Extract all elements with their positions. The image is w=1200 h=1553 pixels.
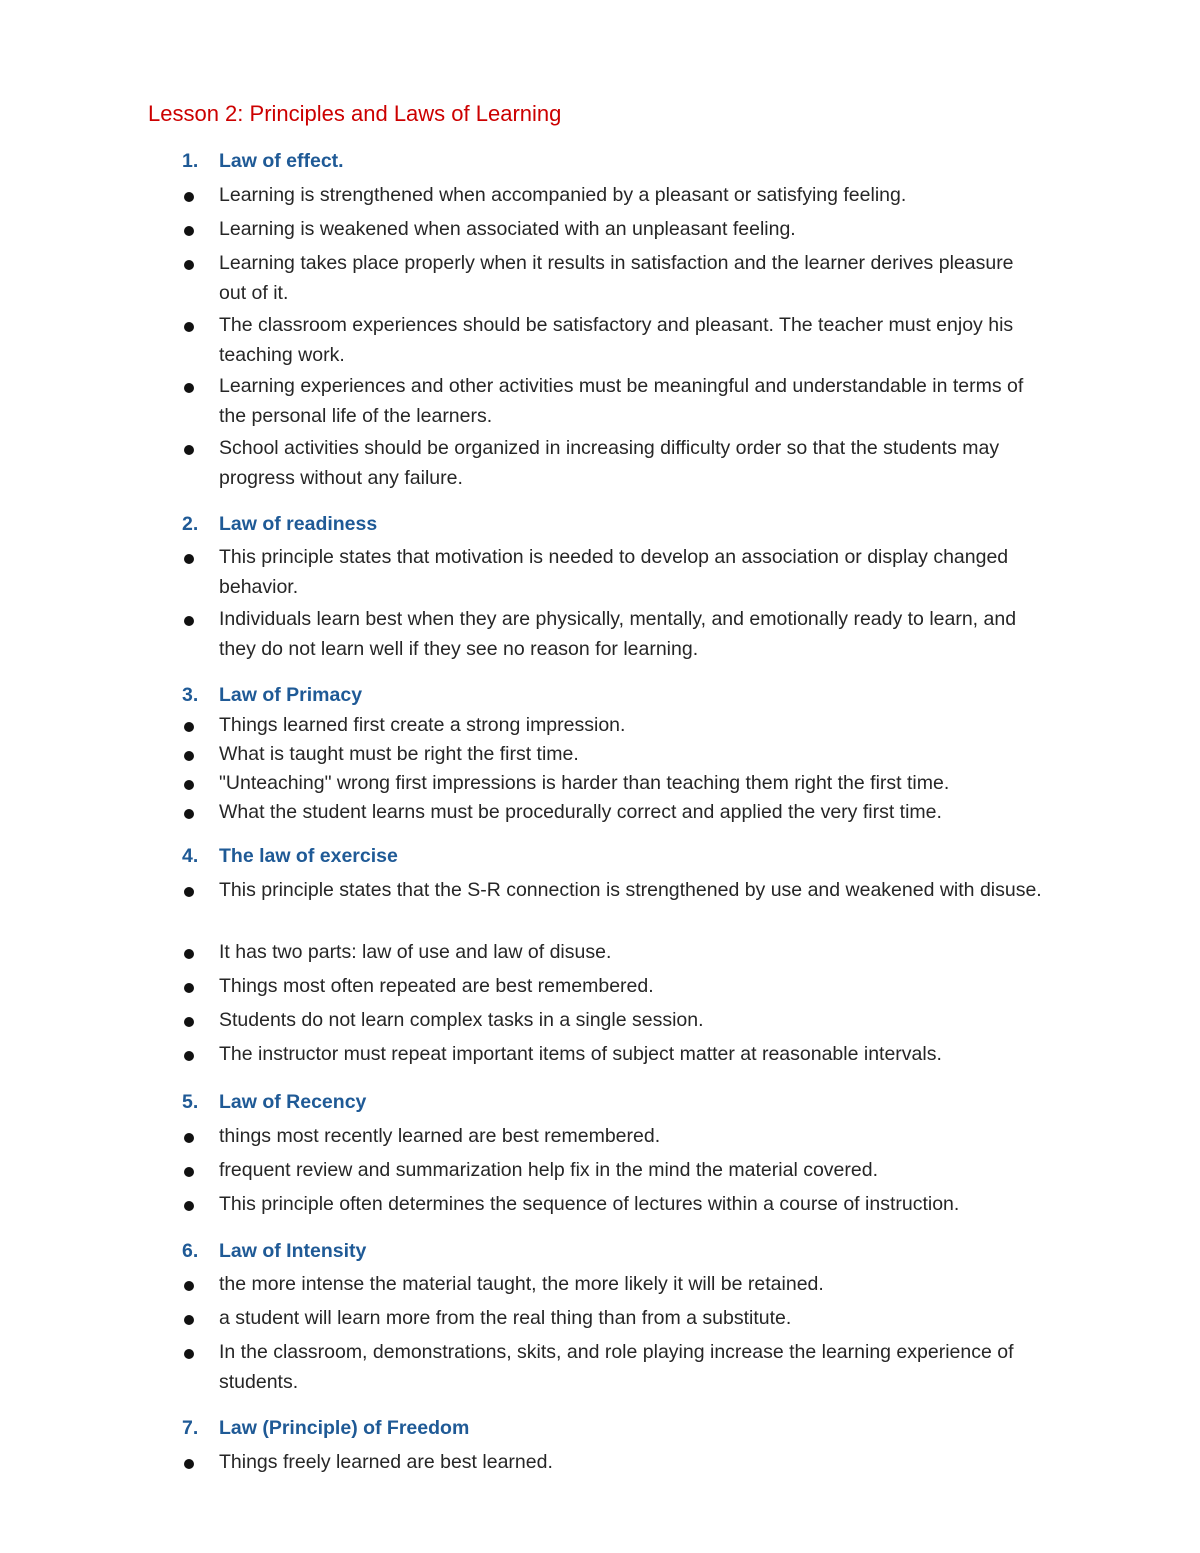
list-item-text: The instructor must repeat important items of subject matter at reasonable intervals. xyxy=(219,1043,942,1065)
bullet-icon xyxy=(184,1349,194,1359)
bullet-icon xyxy=(184,1051,194,1061)
list-item-text: It has two parts: law of use and law of disuse. xyxy=(219,941,612,963)
section-heading xyxy=(182,1238,366,1264)
list-item-text: This principle states that motivation is needed to develop an association or display changed behavior. xyxy=(219,546,1009,598)
list-item-text: "Unteaching" wrong first impressions is harder than teaching them right the first time. xyxy=(219,772,950,794)
section-number: 2. xyxy=(182,513,199,535)
list-item-text: Individuals learn best when they are physically, mentally, and emotionally ready to learn, and they do not learn well if they see no reason for learning. xyxy=(219,608,1017,660)
bullet-icon xyxy=(184,1281,194,1291)
list-item-text: This principle often determines the sequence of lectures within a course of instruction. xyxy=(219,1193,960,1215)
bullet-icon xyxy=(184,1133,194,1143)
section-heading xyxy=(182,148,344,174)
bullet-icon xyxy=(184,322,194,332)
section-number: 3. xyxy=(182,684,199,706)
section-heading xyxy=(182,682,362,708)
section-heading xyxy=(182,843,398,869)
list-item-text: a student will learn more from the real thing than from a substitute. xyxy=(219,1307,792,1329)
section-number: 1. xyxy=(182,150,199,172)
bullet-icon xyxy=(184,751,194,761)
bullet-icon xyxy=(184,1459,194,1469)
bullet-icon xyxy=(184,949,194,959)
section-title: Law of Recency xyxy=(219,1091,367,1113)
bullet-icon xyxy=(184,1017,194,1027)
list-item-text: things most recently learned are best remembered. xyxy=(219,1125,661,1147)
bullet-icon xyxy=(184,780,194,790)
section-number: 6. xyxy=(182,1240,199,1262)
section-title: The law of exercise xyxy=(219,845,398,867)
bullet-icon xyxy=(184,554,194,564)
list-item-text: This principle states that the S-R connection is strengthened by use and weakened with disuse. xyxy=(219,879,1042,901)
list-item-text: Things most often repeated are best remembered. xyxy=(219,975,654,997)
section-heading xyxy=(182,1089,366,1115)
list-item-text: Students do not learn complex tasks in a single session. xyxy=(219,1009,704,1031)
list-item-text: Learning experiences and other activities must be meaningful and understandable in terms of the personal life of the learners. xyxy=(219,375,1024,427)
bullet-icon xyxy=(184,1315,194,1325)
list-item-text: What is taught must be right the first time. xyxy=(219,743,579,765)
list-item-text: frequent review and summarization help fix in the mind the material covered. xyxy=(219,1159,878,1181)
section-title: Law of readiness xyxy=(219,513,378,535)
list-item-text: In the classroom, demonstrations, skits, and role playing increase the learning experience of students. xyxy=(219,1341,1014,1393)
bullet-icon xyxy=(184,722,194,732)
section-heading xyxy=(182,1415,469,1441)
list-item-text: The classroom experiences should be satisfactory and pleasant. The teacher must enjoy his teaching work. xyxy=(219,314,1014,366)
bullet-icon xyxy=(184,226,194,236)
bullet-icon xyxy=(184,809,194,819)
bullet-icon xyxy=(184,983,194,993)
list-item-text: Learning is weakened when associated with an unpleasant feeling. xyxy=(219,218,796,240)
bullet-icon xyxy=(184,887,194,897)
lesson-title: Lesson 2: Principles and Laws of Learning xyxy=(148,101,562,126)
section-number: 4. xyxy=(182,845,199,867)
list-item-text: the more intense the material taught, the more likely it will be retained. xyxy=(219,1273,824,1295)
section-title: Law (Principle) of Freedom xyxy=(219,1417,470,1439)
list-item-text: School activities should be organized in increasing difficulty order so that the students may progress without any failure. xyxy=(219,437,1000,489)
list-item-text: Things freely learned are best learned. xyxy=(219,1451,553,1473)
list-item-text: Learning is strengthened when accompanied by a pleasant or satisfying feeling. xyxy=(219,184,907,206)
section-number: 7. xyxy=(182,1417,199,1439)
bullet-icon xyxy=(184,383,194,393)
list-item-text: Things learned first create a strong impression. xyxy=(219,714,626,736)
bullet-icon xyxy=(184,616,194,626)
bullet-icon xyxy=(184,1167,194,1177)
bullet-icon xyxy=(184,260,194,270)
section-title: Law of Primacy xyxy=(219,684,363,706)
section-heading xyxy=(182,511,377,537)
section-title: Law of Intensity xyxy=(219,1240,367,1262)
list-item-text: What the student learns must be procedurally correct and applied the very first time. xyxy=(219,801,942,823)
section-title: Law of effect. xyxy=(219,150,344,172)
section-number: 5. xyxy=(182,1091,199,1113)
bullet-icon xyxy=(184,445,194,455)
list-item-text: Learning takes place properly when it results in satisfaction and the learner derives pleasure out of it. xyxy=(219,252,1014,304)
bullet-icon xyxy=(184,192,194,202)
bullet-icon xyxy=(184,1201,194,1211)
